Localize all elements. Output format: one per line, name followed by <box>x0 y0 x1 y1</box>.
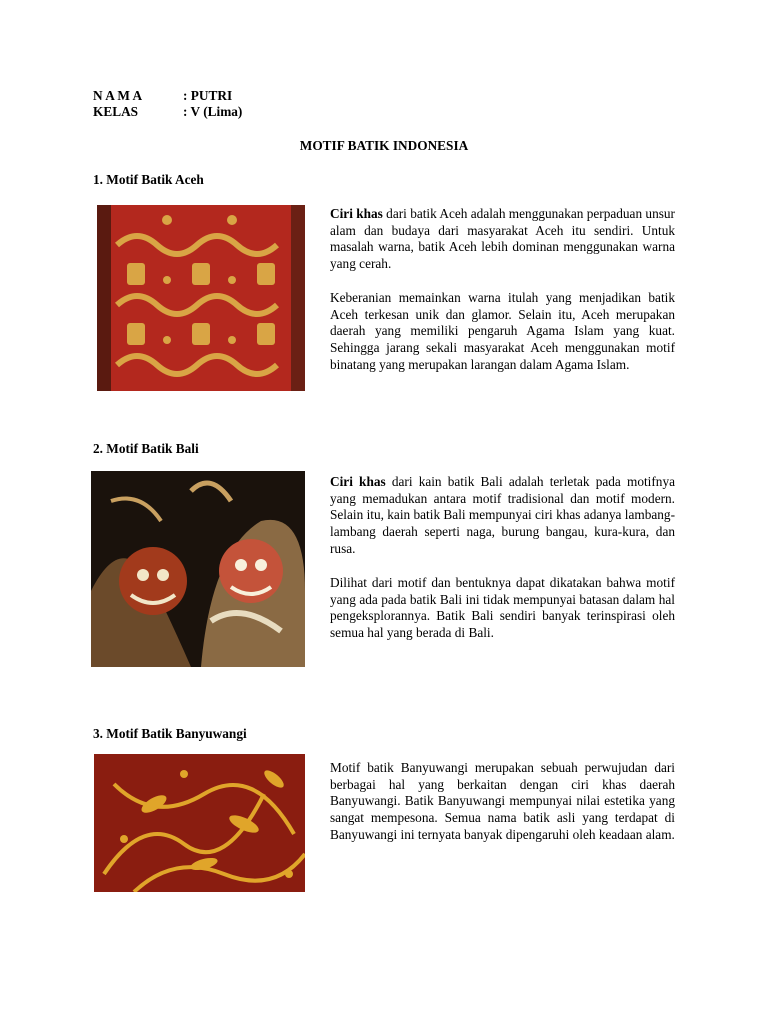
class-row <box>93 104 242 121</box>
aceh-paragraph-1 <box>330 206 675 273</box>
name-row <box>93 88 232 105</box>
aceh-batik-image <box>97 205 305 391</box>
section-heading-aceh: 1. Motif Batik Aceh <box>93 172 204 187</box>
class-label: KELAS <box>93 104 139 119</box>
bali-paragraph-1 <box>330 474 675 558</box>
banyuwangi-batik-image <box>94 754 305 892</box>
aceh-paragraph-2: Keberanian memainkan warna itulah yang menjadikan batik Aceh terkesan unik dan glamor. Selain itu, Aceh merupakan daerah yang memiliki pengaruh Agama Islam yang kuat. Sehingga jarang sekali masyarakat Aceh menggunakan motif binatang yang merupakan larangan dalam Agama Islam. <box>330 290 675 372</box>
page-title: MOTIF BATIK INDONESIA <box>299 138 469 153</box>
bali-paragraph-2: Dilihat dari motif dan bentuknya dapat dikatakan bahwa motif yang ada pada batik Bali ini tidak mempunyai batasan dalam hal pengeksplorannya. Batik Bali sendiri banyak terinspirasi oleh semua hal yang berada di Bali. <box>330 575 675 641</box>
section-heading-banyuwangi: 3. Motif Batik Banyuwangi <box>93 726 247 741</box>
section-heading-bali: 2. Motif Batik Bali <box>93 441 199 456</box>
name-label: N A M A <box>93 88 143 103</box>
name-value: : PUTRI <box>183 88 233 103</box>
class-value: : V (Lima) <box>183 104 243 119</box>
banyuwangi-paragraph-1: Motif batik Banyuwangi merupakan sebuah perwujudan dari berbagai hal yang berkaitan dengan ciri khas daerah Banyuwangi. Batik Banyuwangi mempunyai nilai estetika yang sangat mempesona. Semua nama batik asli yang terdapat di Banyuwangi ini ternyata banyak dipengaruhi oleh keadaan alam. <box>330 760 675 842</box>
aceh-highlight: Ciri khas <box>330 206 383 221</box>
bali-batik-image <box>91 471 305 667</box>
bali-highlight: Ciri khas <box>330 474 386 489</box>
bali-p1-text: dari kain batik Bali adalah terletak pada motifnya yang memadukan antara motif tradisional dan motif modern. Selain itu, kain batik Bali mempunyai ciri khas adanya lambang-lambang daerah seperti naga, burung bangau, kura-kura, dan rusa. <box>330 474 675 556</box>
aceh-p1-text: dari batik Aceh adalah menggunakan perpaduan unsur alam dan budaya dari masyarakat Aceh itu sendiri. Untuk masalah warna, batik Aceh lebih dominan menggunakan warna yang cerah. <box>330 206 675 272</box>
